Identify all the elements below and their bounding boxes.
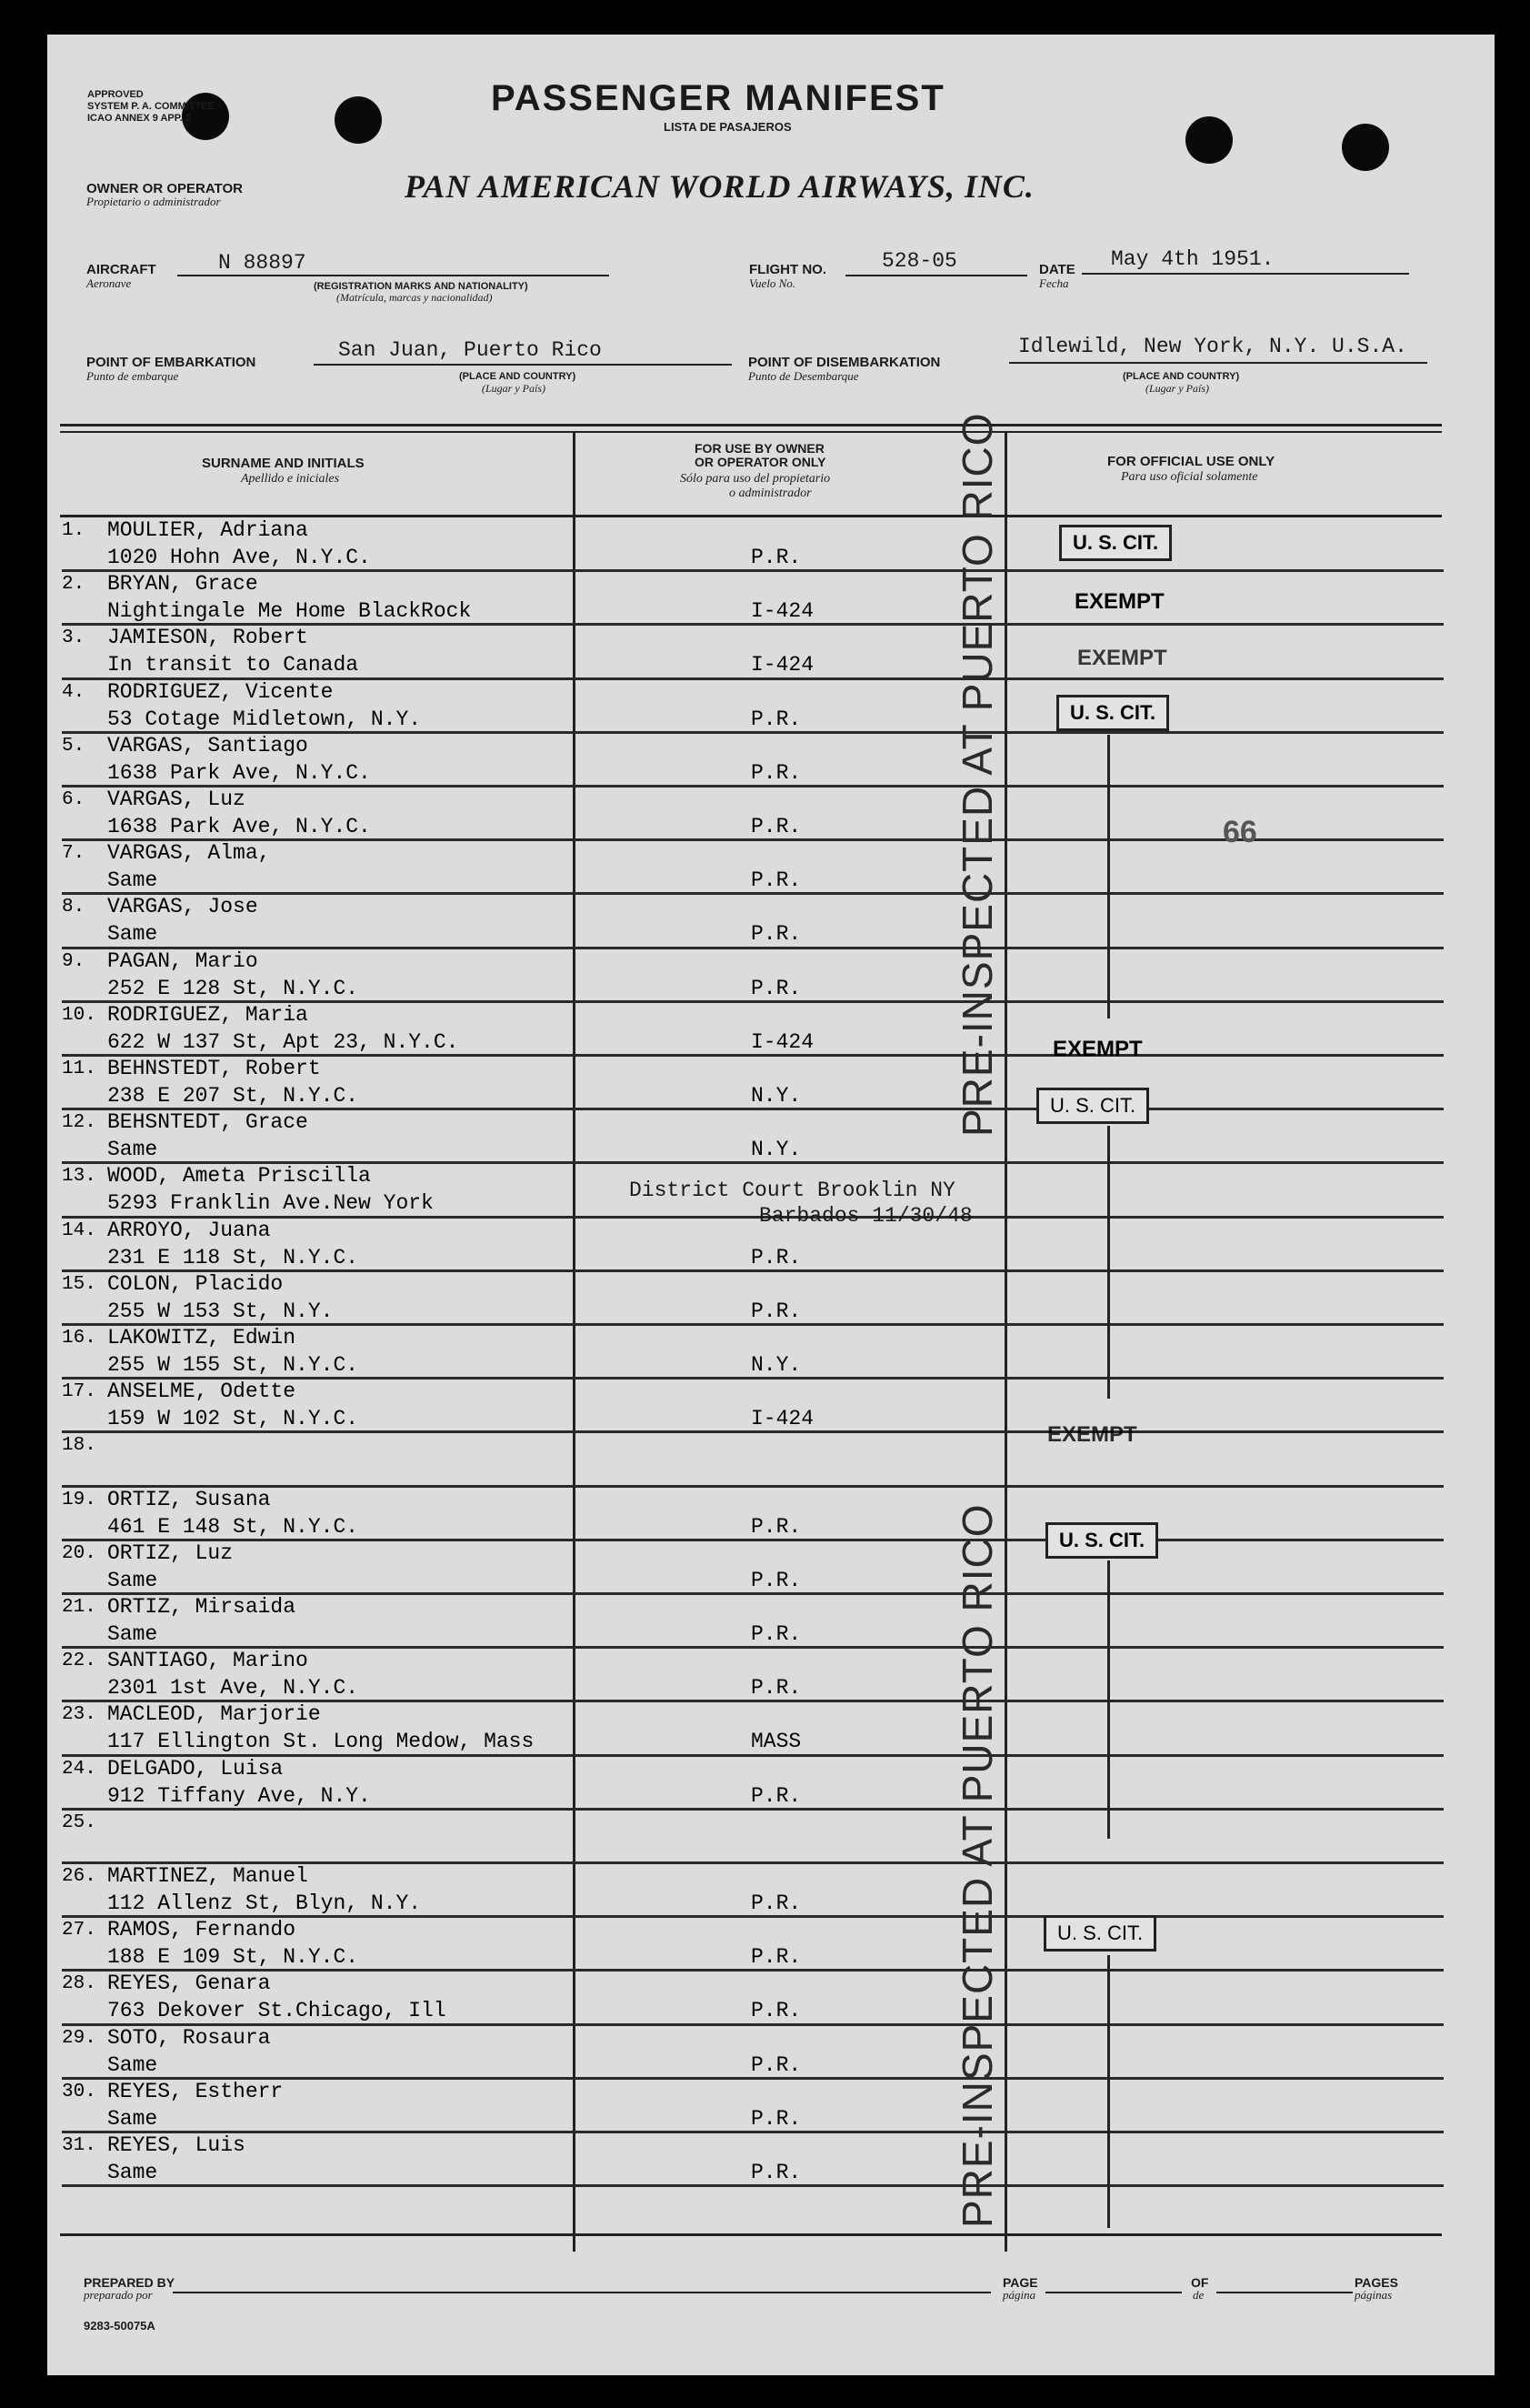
passenger-address: Same (107, 1138, 158, 1162)
row-number: 22. (62, 1650, 96, 1672)
passenger-name: COLON, Placido (107, 1271, 284, 1296)
passenger-address: 238 E 207 St, N.Y.C. (107, 1084, 359, 1108)
embark-place-note: (PLACE AND COUNTRY) (459, 371, 576, 382)
passenger-name: VARGAS, Santiago (107, 733, 308, 758)
approval-line: SYSTEM P. A. COMMITTEE (87, 101, 215, 112)
table-row (62, 1702, 1444, 1756)
passenger-name: SOTO, Rosaura (107, 2025, 271, 2050)
table-row (62, 1918, 1444, 1972)
passenger-address: 763 Dekover St.Chicago, Ill (107, 1999, 446, 2023)
table-row (62, 949, 1444, 1003)
aircraft-underline (177, 275, 609, 276)
row-number: 9. (62, 950, 85, 972)
col-operator-header-2: OR OPERATOR ONLY (695, 455, 826, 469)
us-cit-stamp: U. S. CIT. (1044, 1915, 1156, 1951)
of-underline (1216, 2292, 1353, 2293)
col-surname-header-es: Apellido e iniciales (241, 472, 340, 486)
passenger-name: MACLEOD, Marjorie (107, 1702, 321, 1727)
bracket-line (1107, 1955, 1110, 2228)
operator-code: P.R. (751, 1891, 802, 1915)
passenger-address: 461 E 148 St, N.Y.C. (107, 1514, 359, 1539)
passenger-name: BEHSNTEDT, Grace (107, 1110, 308, 1135)
flight-value: 528-05 (882, 249, 957, 273)
passenger-address: 231 E 118 St, N.Y.C. (107, 1245, 359, 1269)
page-label: PAGE (1003, 2275, 1038, 2290)
aircraft-label-es: Aeronave (86, 276, 132, 290)
passenger-name: LAKOWITZ, Edwin (107, 1326, 296, 1349)
approval-line: APPROVED (87, 89, 144, 100)
embark-value: San Juan, Puerto Rico (338, 338, 602, 362)
table-row (62, 626, 1444, 679)
passenger-name: JAMIESON, Robert (107, 626, 308, 650)
table-row (62, 1326, 1444, 1380)
operator-code: N.Y. (751, 1084, 802, 1108)
row-number: 7. (62, 843, 85, 865)
table-row (62, 1488, 1444, 1541)
page-title: PASSENGER MANIFEST (491, 78, 945, 118)
embark-label-es: Punto de embarque (86, 369, 179, 383)
row-number: 12. (62, 1112, 96, 1134)
passenger-address: 117 Ellington St. Long Medow, Mass (107, 1730, 535, 1754)
passenger-name: WOOD, Ameta Priscilla (107, 1164, 371, 1189)
row-number: 29. (62, 2027, 96, 2049)
table-row (62, 518, 1444, 572)
row-number: 11. (62, 1059, 96, 1079)
disembark-label: POINT OF DISEMBARKATION (748, 355, 941, 370)
owner-label-es: Propietario o administrador (86, 195, 221, 208)
passenger-address: Same (107, 922, 158, 947)
passenger-address: Same (107, 868, 158, 893)
passenger-address: 5293 Franklin Ave.New York (107, 1191, 434, 1216)
flight-label: FLIGHT NO. (749, 262, 826, 277)
table-top-rule-2 (60, 431, 1442, 433)
passenger-name: BRYAN, Grace (107, 572, 258, 597)
passenger-address: 255 W 155 St, N.Y.C. (107, 1353, 359, 1377)
operator-code: I-424 (751, 599, 815, 624)
exempt-stamp: EXEMPT (1077, 646, 1167, 670)
punch-hole (1185, 116, 1233, 164)
operator-code: I-424 (751, 1407, 815, 1431)
passenger-address: 112 Allenz St, Blyn, N.Y. (107, 1891, 422, 1915)
us-cit-stamp: U. S. CIT. (1059, 525, 1172, 561)
passenger-address: Nightingale Me Home BlackRock (107, 599, 472, 624)
row-number: 27. (62, 1920, 96, 1941)
bracket-line (1107, 1560, 1110, 1839)
passenger-address: 912 Tiffany Ave, N.Y. (107, 1783, 371, 1808)
operator-code: P.R. (751, 1999, 802, 2023)
col-operator-header-1: FOR USE BY OWNER (695, 441, 825, 456)
row-number: 13. (62, 1166, 96, 1188)
row-number: 4. (62, 681, 85, 703)
row-number: 23. (62, 1704, 96, 1726)
approval-line: ICAO ANNEX 9 APP. 2 (87, 113, 191, 124)
row-number: 30. (62, 2081, 96, 2102)
col-official-header: FOR OFFICIAL USE ONLY (1107, 454, 1275, 469)
table-row (62, 1380, 1444, 1433)
table-row (62, 1057, 1444, 1110)
table-row (62, 1757, 1444, 1811)
table-row (62, 1811, 1444, 1864)
wood-note-line-1: District Court Brooklin NY (629, 1179, 955, 1202)
operator-code: P.R. (751, 1783, 802, 1808)
operator-code: P.R. (751, 546, 802, 569)
note-66: 66 (1223, 815, 1257, 849)
row-number: 25. (62, 1811, 96, 1833)
table-row (62, 1433, 1444, 1487)
bracket-line (1107, 735, 1110, 1018)
passenger-address: 2301 1st Ave, N.Y.C. (107, 1676, 359, 1701)
passenger-name: ANSELME, Odette (107, 1380, 296, 1404)
page-label-es: página (1003, 2288, 1036, 2302)
date-label-es: Fecha (1039, 276, 1069, 290)
table-row (62, 2133, 1444, 2187)
wood-note-line-2: Barbados 11/30/48 (759, 1204, 973, 1228)
pre-inspected-stamp: PRE-INSPECTED AT PUERTO RICO (954, 412, 1001, 1137)
table-row (62, 1003, 1444, 1057)
col-surname-header: SURNAME AND INITIALS (202, 456, 365, 471)
embark-label: POINT OF EMBARKATION (86, 355, 256, 370)
table-row (62, 1219, 1444, 1272)
row-number: 5. (62, 735, 85, 757)
approval-block (87, 89, 215, 125)
row-number: 8. (62, 897, 85, 918)
table-row (62, 2026, 1444, 2080)
operator-code: P.R. (751, 868, 802, 893)
passenger-name: RODRIGUEZ, Maria (107, 1002, 308, 1027)
operator-code: P.R. (751, 1514, 802, 1539)
passenger-name: REYES, Estherr (107, 2079, 284, 2103)
passenger-address: 53 Cotage Midletown, N.Y. (107, 707, 422, 731)
disembark-place-note: (PLACE AND COUNTRY) (1123, 371, 1240, 382)
table-row (62, 1272, 1444, 1326)
bracket-line (1107, 1126, 1110, 1399)
passenger-name: MARTINEZ, Manuel (107, 1864, 308, 1888)
passenger-name: BEHNSTEDT, Robert (107, 1057, 321, 1080)
us-cit-stamp: U. S. CIT. (1045, 1522, 1158, 1559)
registration-note-es: (Matrícula, marcas y nacionalidad) (336, 291, 493, 304)
row-number: 2. (62, 574, 85, 596)
table-row (62, 895, 1444, 948)
operator-code: P.R. (751, 1568, 802, 1592)
table-row (62, 734, 1444, 788)
col-operator-header-es-1: Sólo para uso del propietario (680, 472, 831, 486)
row-number: 18. (62, 1435, 96, 1457)
passenger-name: RAMOS, Fernando (107, 1918, 296, 1942)
passenger-address: 1638 Park Ave, N.Y.C. (107, 760, 371, 785)
exempt-stamp: EXEMPT (1047, 1422, 1137, 1447)
passenger-address: Same (107, 2161, 158, 2184)
pages-label-es: páginas (1355, 2288, 1393, 2302)
operator-code: I-424 (751, 653, 815, 677)
operator-code: I-424 (751, 1029, 815, 1054)
embark-underline (314, 364, 732, 366)
row-number: 20. (62, 1542, 96, 1564)
operator-code: P.R. (751, 1299, 802, 1323)
of-label-es: de (1193, 2288, 1205, 2302)
aircraft-label: AIRCRAFT (86, 262, 156, 277)
operator-code: P.R. (751, 760, 802, 785)
date-label: DATE (1039, 262, 1075, 277)
row-number: 10. (62, 1004, 96, 1026)
passenger-name: ORTIZ, Mirsaida (107, 1595, 296, 1619)
row-number: 16. (62, 1328, 96, 1349)
footer-rule (60, 2233, 1442, 2236)
row-number: 6. (62, 789, 85, 810)
exempt-stamp: EXEMPT (1075, 589, 1165, 614)
row-number: 24. (62, 1758, 96, 1780)
operator-code: P.R. (751, 2052, 802, 2077)
passenger-name: VARGAS, Luz (107, 788, 245, 811)
passenger-address: 252 E 128 St, N.Y.C. (107, 976, 359, 1000)
passenger-address: 255 W 153 St, N.Y. (107, 1299, 334, 1323)
date-underline (1082, 273, 1409, 275)
table-row (62, 680, 1444, 734)
owner-label: OWNER OR OPERATOR (86, 181, 243, 196)
table-row (62, 1649, 1444, 1702)
table-row (62, 572, 1444, 626)
row-number: 19. (62, 1489, 96, 1510)
passenger-name: ORTIZ, Luz (107, 1540, 234, 1565)
passenger-address: Same (107, 2052, 158, 2077)
operator-code: P.R. (751, 1622, 802, 1646)
exempt-stamp: EXEMPT (1053, 1037, 1143, 1061)
disembark-label-es: Punto de Desembarque (748, 369, 859, 383)
operator-code: P.R. (751, 1245, 802, 1269)
registration-note: (REGISTRATION MARKS AND NATIONALITY) (314, 281, 528, 292)
passenger-name: REYES, Genara (107, 1972, 271, 1996)
row-number: 21. (62, 1597, 96, 1618)
disembark-place-note-es: (Lugar y País) (1145, 382, 1209, 395)
row-rule (62, 2184, 1444, 2187)
row-number: 31. (62, 2135, 96, 2156)
aircraft-value: N 88897 (218, 251, 306, 275)
disembark-value: Idlewild, New York, N.Y. U.S.A. (1018, 335, 1407, 358)
flight-label-es: Vuelo No. (749, 276, 796, 290)
of-label: OF (1191, 2275, 1209, 2290)
passenger-name: REYES, Luis (107, 2133, 245, 2157)
passenger-address: 1020 Hohn Ave, N.Y.C. (107, 546, 371, 569)
table-row (62, 1595, 1444, 1649)
date-value: May 4th 1951. (1111, 247, 1275, 271)
table-row (62, 1864, 1444, 1918)
pages-label: PAGES (1355, 2275, 1398, 2290)
owner-name: PAN AMERICAN WORLD AIRWAYS, INC. (405, 168, 1035, 205)
passenger-address: Same (107, 2106, 158, 2131)
flight-underline (845, 275, 1027, 276)
page-underline (1045, 2292, 1182, 2293)
embark-place-note-es: (Lugar y País) (482, 382, 545, 395)
punch-hole (335, 96, 382, 144)
passenger-address: Same (107, 1622, 158, 1646)
us-cit-stamp: U. S. CIT. (1036, 1088, 1149, 1124)
us-cit-stamp: U. S. CIT. (1056, 695, 1169, 731)
passenger-name: VARGAS, Jose (107, 895, 258, 919)
row-number: 17. (62, 1381, 96, 1403)
row-number: 1. (62, 520, 85, 541)
passenger-address: 1638 Park Ave, N.Y.C. (107, 815, 371, 838)
table-row (62, 1541, 1444, 1595)
header-bottom-rule (60, 515, 1442, 517)
operator-code: N.Y. (751, 1138, 802, 1162)
passenger-name: ORTIZ, Susana (107, 1487, 271, 1511)
operator-code: P.R. (751, 976, 802, 1000)
page-subtitle: LISTA DE PASAJEROS (664, 120, 792, 134)
operator-code: P.R. (751, 815, 802, 838)
operator-code: P.R. (751, 707, 802, 731)
passenger-address: 188 E 109 St, N.Y.C. (107, 1945, 359, 1970)
operator-code: P.R. (751, 922, 802, 947)
operator-code: P.R. (751, 2161, 802, 2184)
prepared-label-es: preparado por (84, 2288, 153, 2302)
table-row (62, 1110, 1444, 1164)
col-operator-header-es-2: o administrador (729, 487, 812, 500)
passenger-address: In transit to Canada (107, 653, 359, 677)
passenger-name: MOULIER, Adriana (107, 518, 308, 542)
passenger-name: DELGADO, Luisa (107, 1756, 284, 1781)
row-number: 14. (62, 1219, 96, 1241)
passenger-name: VARGAS, Alma, (107, 841, 271, 866)
table-row (62, 2080, 1444, 2133)
operator-code: P.R. (751, 2106, 802, 2131)
operator-code: MASS (751, 1730, 802, 1754)
punch-hole (1342, 124, 1389, 171)
table-row (62, 1972, 1444, 2025)
row-number: 15. (62, 1273, 96, 1295)
table-top-rule (60, 424, 1442, 426)
row-number: 28. (62, 1973, 96, 1995)
passenger-name: ARROYO, Juana (107, 1218, 271, 1242)
passenger-address: 622 W 137 St, Apt 23, N.Y.C. (107, 1029, 459, 1054)
form-number: 9283-50075A (84, 2319, 155, 2333)
prepared-underline (173, 2292, 991, 2293)
pre-inspected-stamp: PRE-INSPECTED AT PUERTO RICO (954, 1503, 1001, 2228)
operator-code: P.R. (751, 1945, 802, 1970)
operator-code: N.Y. (751, 1353, 802, 1377)
passenger-address: 159 W 102 St, N.Y.C. (107, 1407, 359, 1431)
col-official-header-es: Para uso oficial solamente (1121, 470, 1258, 484)
passenger-name: SANTIAGO, Marino (107, 1649, 308, 1673)
prepared-label: PREPARED BY (84, 2275, 175, 2290)
passenger-name: RODRIGUEZ, Vicente (107, 679, 334, 704)
disembark-underline (1009, 362, 1427, 364)
passenger-name: PAGAN, Mario (107, 948, 258, 973)
operator-code: P.R. (751, 1676, 802, 1701)
passenger-address: Same (107, 1568, 158, 1592)
row-number: 3. (62, 627, 85, 649)
row-number: 26. (62, 1866, 96, 1887)
